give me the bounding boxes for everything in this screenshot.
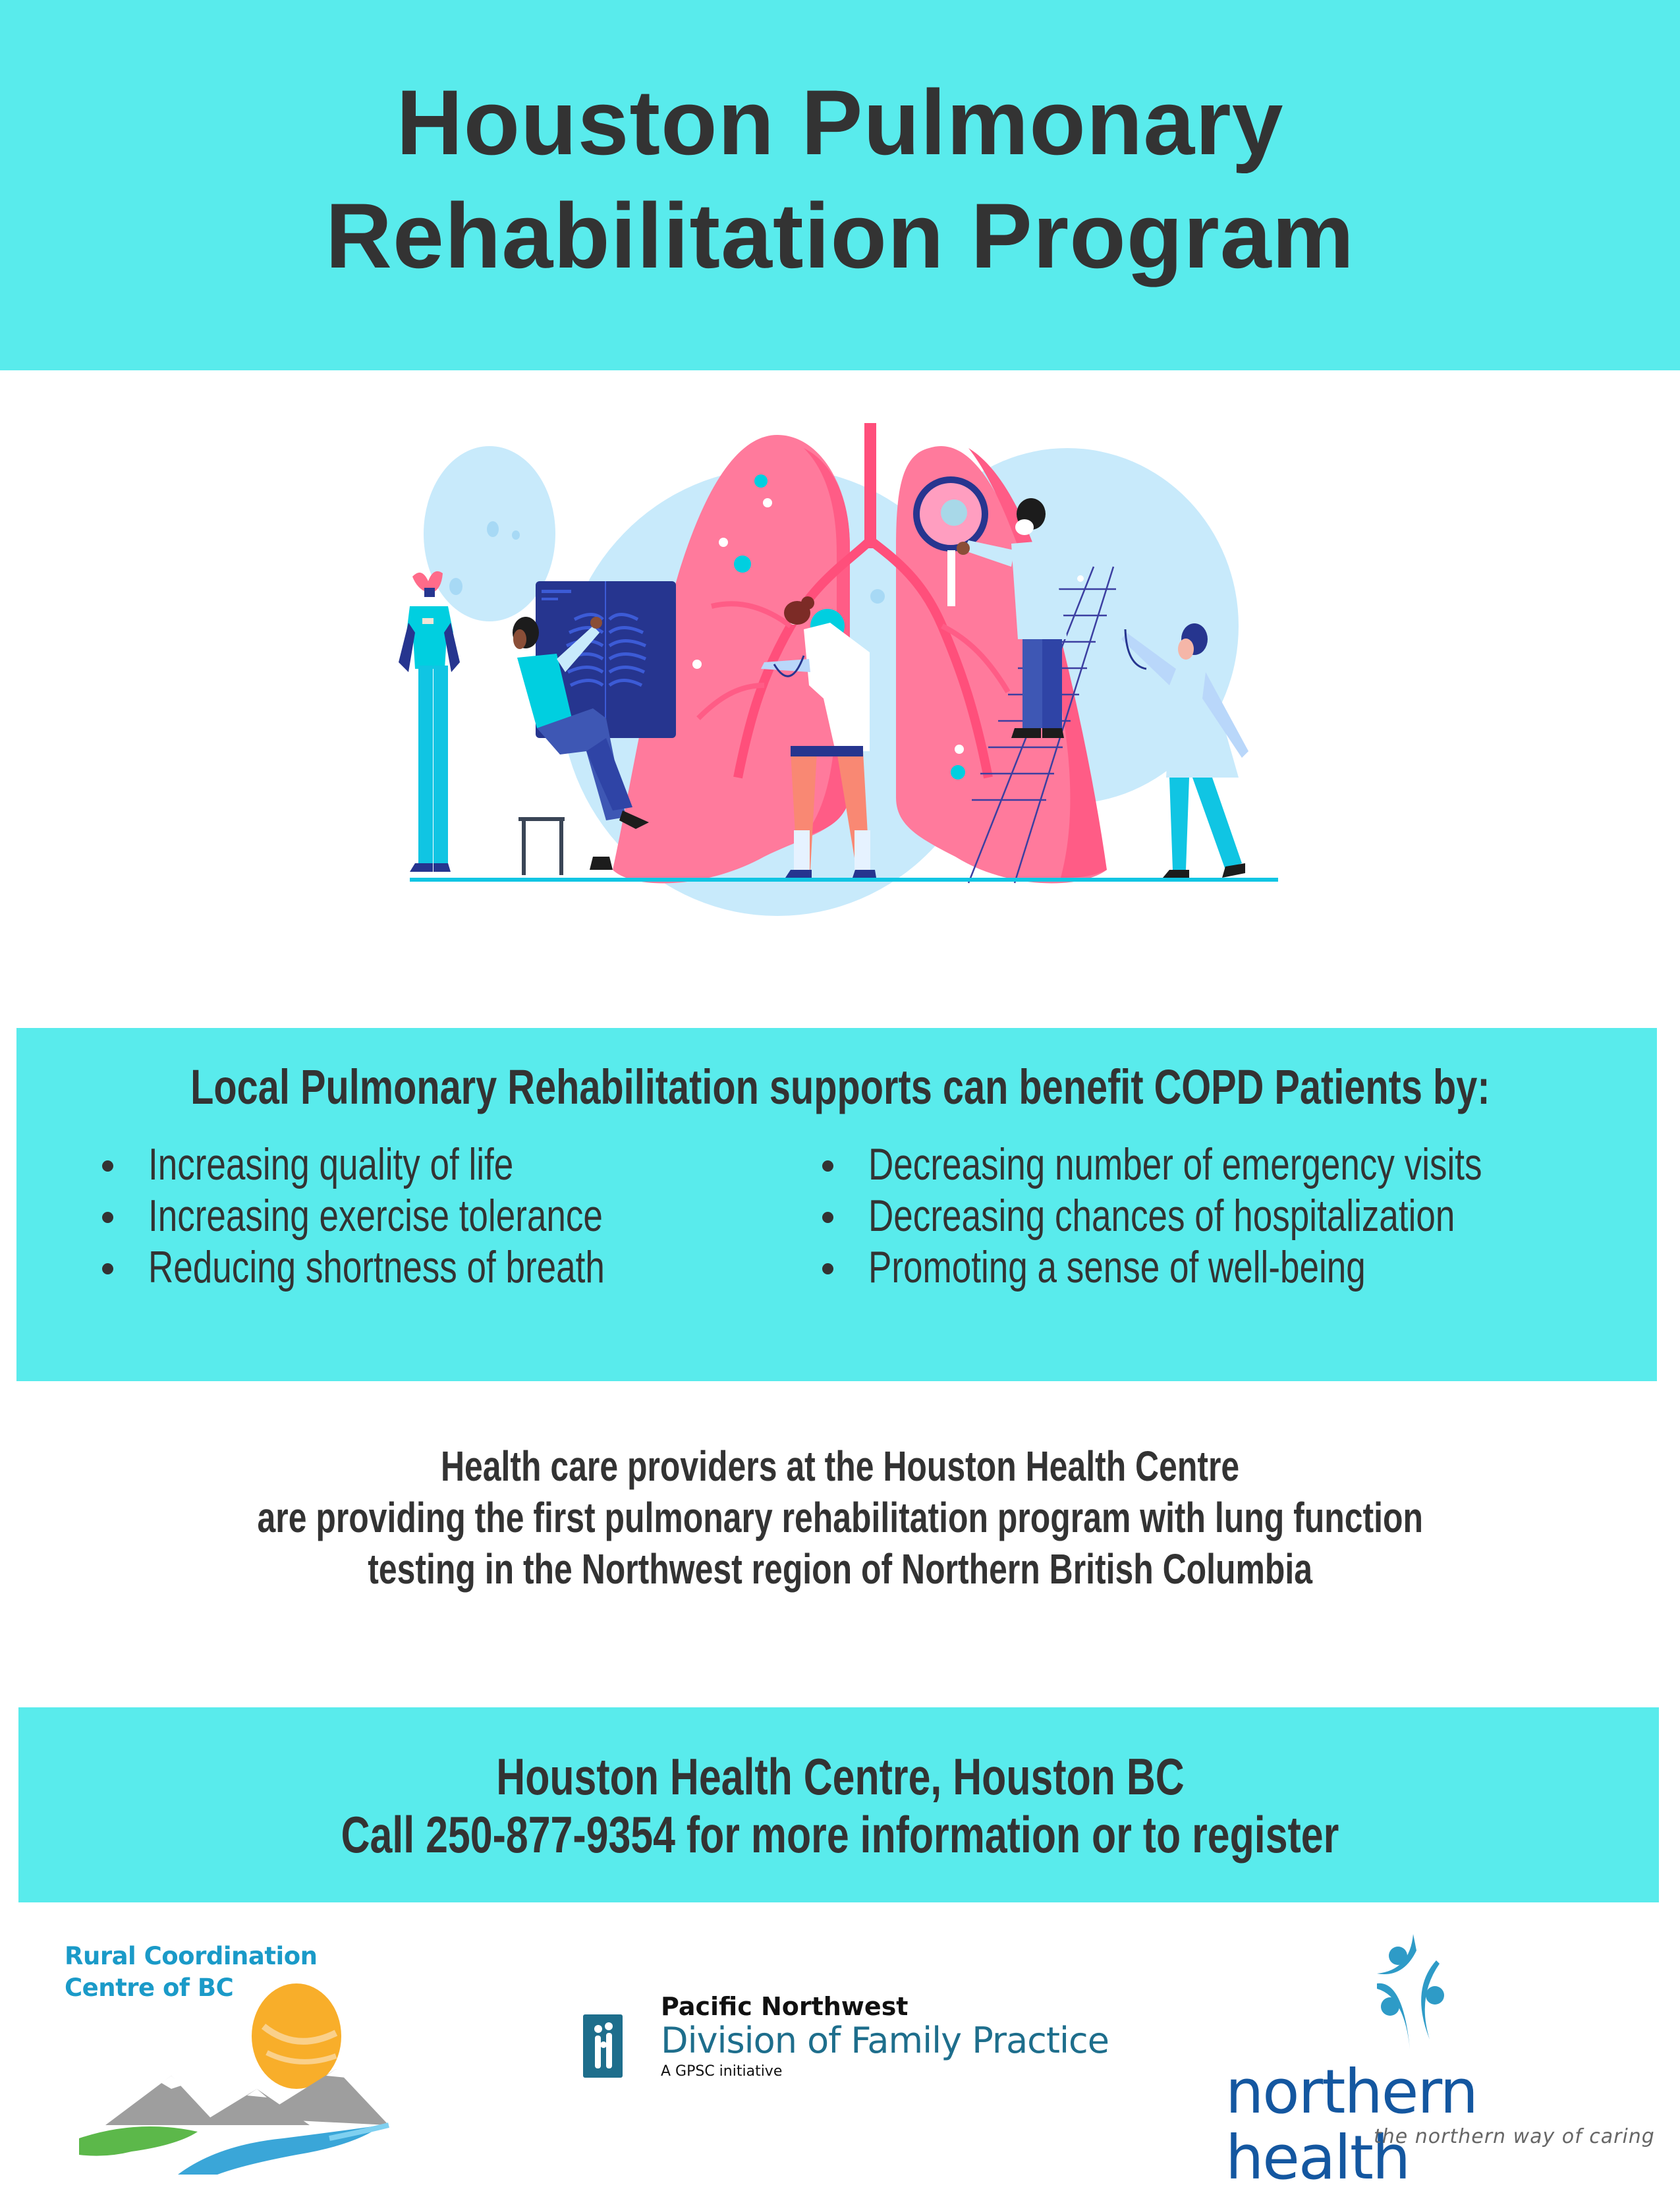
list-item-text: Reducing shortness of breath bbox=[148, 1242, 605, 1292]
people-star-icon bbox=[1364, 1931, 1476, 2056]
bullet-icon bbox=[102, 1263, 113, 1274]
pnw-line-3: A GPSC initiative bbox=[661, 2063, 783, 2080]
page-title-line-2: Rehabilitation Program bbox=[325, 184, 1355, 287]
contact-location-text: Houston Health Centre, Houston BC bbox=[495, 1748, 1185, 1806]
northern-health-logo bbox=[1212, 1921, 1660, 2193]
description-line-3 bbox=[0, 1543, 1680, 1595]
list-item bbox=[822, 1139, 1613, 1190]
trachea-icon bbox=[864, 423, 876, 548]
page-title-line-1: Houston Pulmonary bbox=[396, 71, 1284, 174]
contact-call-line bbox=[0, 1806, 1680, 1864]
bullet-icon bbox=[822, 1160, 833, 1172]
list-item bbox=[822, 1190, 1613, 1241]
bullet-icon bbox=[822, 1212, 833, 1223]
pnw-line-1: Pacific Northwest bbox=[661, 1992, 909, 2021]
list-item-text: Increasing exercise tolerance bbox=[148, 1191, 603, 1241]
contact-location bbox=[0, 1748, 1680, 1806]
list-item-text: Decreasing chances of hospitalization bbox=[868, 1191, 1455, 1241]
benefits-list-right bbox=[822, 1139, 1613, 1293]
family-icon bbox=[583, 2014, 623, 2078]
northern-health-tagline: the northern way of caring bbox=[1374, 2125, 1655, 2148]
bullet-icon bbox=[822, 1263, 833, 1274]
description-line-1-text: Health care providers at the Houston Health Centre bbox=[440, 1442, 1240, 1490]
bullet-icon bbox=[102, 1212, 113, 1223]
rccbc-line-2: Centre of BC bbox=[65, 1974, 234, 2002]
mountain-sun-river-icon bbox=[46, 1927, 402, 2175]
rccbc-line-1: Rural Coordination bbox=[65, 1942, 318, 1970]
list-item-text: Increasing quality of life bbox=[148, 1139, 514, 1189]
bullet-icon bbox=[102, 1160, 113, 1172]
list-item bbox=[822, 1241, 1613, 1293]
list-item bbox=[102, 1139, 695, 1190]
list-item bbox=[102, 1190, 695, 1241]
contact-phone-text[interactable]: Call 250-877-9354 for more information or to register bbox=[341, 1806, 1339, 1864]
pnw-line-2: Division of Family Practice bbox=[661, 2020, 1109, 2061]
lungs-doctors-illustration bbox=[395, 409, 1291, 969]
nurse-figure-icon bbox=[399, 571, 460, 872]
northern-health-name: northern health bbox=[1225, 2057, 1477, 2193]
rccbc-logo bbox=[46, 1927, 402, 2175]
list-item bbox=[102, 1241, 695, 1293]
floor-line bbox=[410, 878, 1278, 882]
description-line-2 bbox=[0, 1492, 1680, 1543]
benefits-heading bbox=[0, 1054, 1680, 1120]
pnw-division-logo bbox=[583, 1990, 1110, 2089]
list-item-text: Promoting a sense of well-being bbox=[868, 1242, 1366, 1292]
description-line-3-text: testing in the Northwest region of Northern British Columbia bbox=[368, 1545, 1312, 1593]
description-line-2-text: are providing the first pulmonary rehabilitation program with lung function bbox=[257, 1494, 1423, 1541]
list-item-text: Decreasing number of emergency visits bbox=[868, 1139, 1482, 1189]
description-line-1 bbox=[0, 1440, 1680, 1492]
benefits-heading-text: Local Pulmonary Rehabilitation supports can benefit COPD Patients by: bbox=[190, 1060, 1490, 1114]
benefits-list-left bbox=[102, 1139, 695, 1293]
